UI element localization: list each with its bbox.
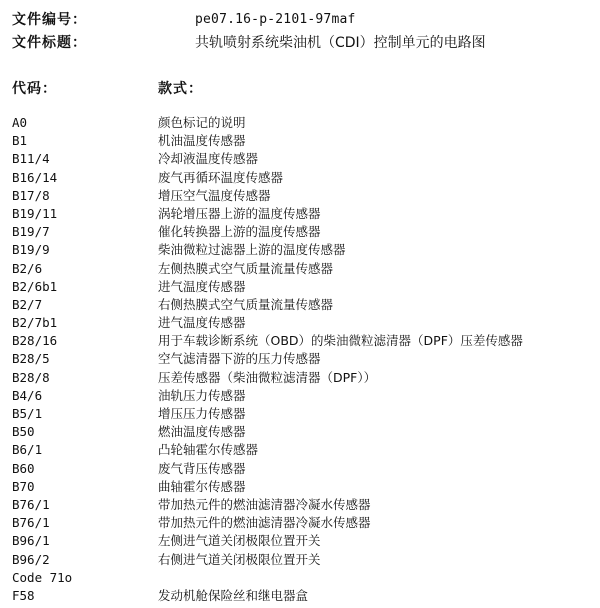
component-description: 冷却液温度传感器 <box>158 151 259 167</box>
component-description: 左侧热膜式空气质量流量传感器 <box>158 260 334 276</box>
table-row <box>12 387 592 405</box>
component-code: F58 <box>12 587 35 603</box>
table-row <box>12 551 592 569</box>
header-description: 款式： <box>158 81 203 97</box>
component-code: Code 71o <box>12 569 73 585</box>
component-description: 废气再循环温度传感器 <box>158 169 284 185</box>
component-code: B5/1 <box>12 406 43 421</box>
component-code: B1 <box>12 133 28 149</box>
table-row <box>12 132 592 150</box>
table-row <box>12 514 592 532</box>
component-code: B2/6b1 <box>12 278 58 294</box>
component-code: B76/1 <box>12 515 50 531</box>
component-description: 废气背压传感器 <box>158 460 246 476</box>
table-row <box>12 278 592 296</box>
component-code: A0 <box>12 115 28 130</box>
component-description: 右侧热膜式空气质量流量传感器 <box>158 296 334 312</box>
component-code: B28/8 <box>12 369 50 385</box>
table-row <box>12 423 592 441</box>
table-row <box>12 332 592 350</box>
component-description: 燃油温度传感器 <box>158 424 246 440</box>
component-description: 机油温度传感器 <box>158 133 246 149</box>
table-row <box>12 496 592 514</box>
component-description: 带加热元件的燃油滤清器冷凝水传感器 <box>158 515 371 531</box>
table-row <box>12 114 592 132</box>
table-row <box>12 296 592 314</box>
component-description: 增压空气温度传感器 <box>158 187 271 203</box>
component-code: B96/2 <box>12 551 50 567</box>
table-row <box>12 169 592 187</box>
component-description: 凸轮轴霍尔传感器 <box>158 442 259 458</box>
component-code: B2/7 <box>12 296 43 312</box>
component-code: B96/1 <box>12 533 50 549</box>
table-row <box>12 205 592 223</box>
component-code: B70 <box>12 478 35 494</box>
table-row <box>12 314 592 332</box>
component-description: 用于车载诊断系统（OBD）的柴油微粒滤清器（DPF）压差传感器 <box>158 333 523 349</box>
table-row <box>12 241 592 259</box>
component-description: 发动机舱保险丝和继电器盒 <box>158 587 309 603</box>
table-header <box>12 79 592 99</box>
header-code: 代码： <box>12 81 57 97</box>
component-list <box>12 114 592 605</box>
component-description: 空气滤清器下游的压力传感器 <box>158 351 321 367</box>
document-title-row <box>12 34 592 52</box>
component-code: B19/9 <box>12 242 50 258</box>
table-row <box>12 478 592 496</box>
component-description: 涡轮增压器上游的温度传感器 <box>158 205 321 221</box>
component-description: 催化转换器上游的温度传感器 <box>158 224 321 240</box>
component-code: B2/6 <box>12 260 43 276</box>
component-code: B4/6 <box>12 387 43 403</box>
table-row <box>12 587 592 605</box>
component-code: B60 <box>12 460 35 476</box>
document-number-value: pe07.16-p-2101-97maf <box>195 12 356 27</box>
component-description: 进气温度传感器 <box>158 278 246 294</box>
component-description: 带加热元件的燃油滤清器冷凝水传感器 <box>158 496 371 512</box>
component-code: B19/11 <box>12 205 58 221</box>
component-description: 增压压力传感器 <box>158 406 246 421</box>
table-row <box>12 532 592 550</box>
component-description: 曲轴霍尔传感器 <box>158 478 246 494</box>
component-description: 柴油微粒过滤器上游的温度传感器 <box>158 242 346 258</box>
table-row <box>12 350 592 368</box>
table-row <box>12 460 592 478</box>
document-number-row <box>12 11 592 29</box>
component-description: 左侧进气道关闭极限位置开关 <box>158 533 321 549</box>
table-row <box>12 260 592 278</box>
component-description: 右侧进气道关闭极限位置开关 <box>158 551 321 567</box>
component-description: 进气温度传感器 <box>158 315 246 331</box>
component-code: B76/1 <box>12 496 50 512</box>
component-code: B16/14 <box>12 169 58 185</box>
table-row <box>12 369 592 387</box>
table-row <box>12 441 592 459</box>
component-code: B6/1 <box>12 442 43 458</box>
component-description: 油轨压力传感器 <box>158 387 246 403</box>
component-code: B28/16 <box>12 333 58 349</box>
table-row <box>12 223 592 241</box>
component-description: 颜色标记的说明 <box>158 115 246 130</box>
document-number-label: 文件编号： <box>12 12 87 28</box>
component-code: B2/7b1 <box>12 315 58 331</box>
document-title-value: 共轨喷射系统柴油机（CDI）控制单元的电路图 <box>195 35 486 51</box>
component-description: 压差传感器（柴油微粒滤清器（DPF）） <box>158 369 377 385</box>
document-title-label: 文件标题： <box>12 35 87 51</box>
table-row <box>12 569 592 587</box>
table-row <box>12 405 592 423</box>
table-row <box>12 187 592 205</box>
table-row <box>12 150 592 168</box>
component-code: B17/8 <box>12 187 50 203</box>
component-code: B11/4 <box>12 151 50 167</box>
component-code: B28/5 <box>12 351 50 367</box>
component-code: B19/7 <box>12 224 50 240</box>
component-code: B50 <box>12 424 35 440</box>
